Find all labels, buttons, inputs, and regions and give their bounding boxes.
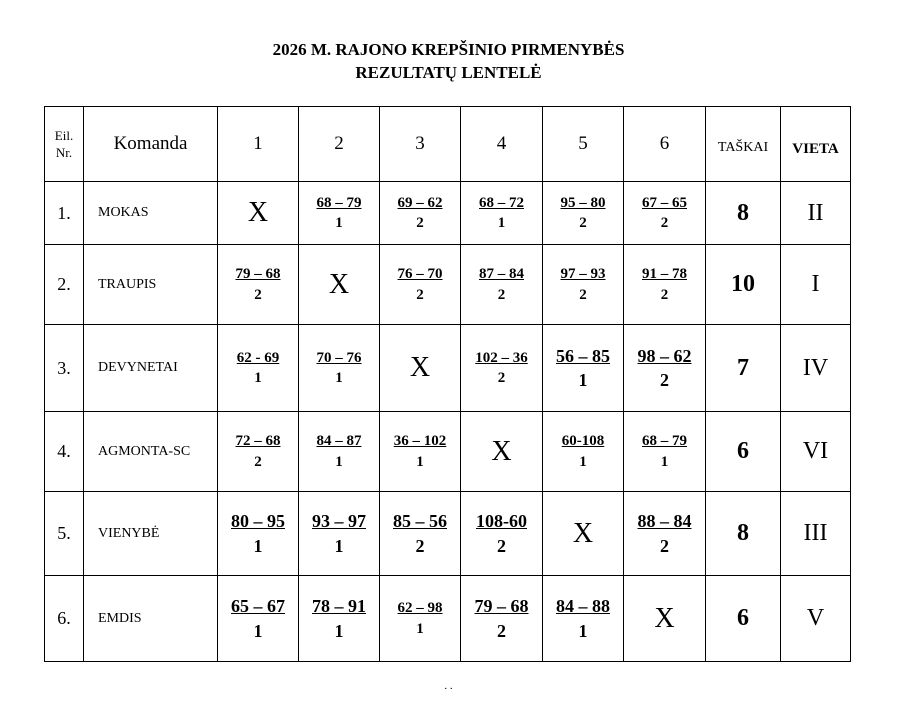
team-name: EMDIS — [84, 576, 218, 662]
match-score: 78 – 91 — [312, 596, 366, 617]
match-points: 1 — [334, 620, 344, 641]
match-score: 67 – 65 — [642, 194, 687, 211]
self-match-cell: X — [543, 492, 624, 576]
match-score: 79 – 68 — [235, 266, 281, 283]
total-points: 6 — [706, 412, 781, 492]
match-result-cell — [299, 182, 380, 245]
match-points: 2 — [254, 453, 262, 470]
title-line-2: REZULTATŲ LENTELĖ — [355, 63, 542, 82]
match-score: 72 – 68 — [235, 433, 281, 450]
match-score: 69 – 62 — [397, 194, 443, 211]
match-points: 1 — [334, 535, 344, 556]
match-points: 1 — [497, 215, 506, 231]
row-number: 2. — [45, 245, 84, 325]
match-result-cell — [461, 245, 543, 325]
match-result-cell — [543, 245, 624, 325]
match-score: 79 – 68 — [474, 596, 529, 617]
match-score: 108-60 — [476, 511, 527, 532]
match-result-cell — [543, 182, 624, 245]
match-result-cell — [380, 492, 461, 576]
header-col-5: 5 — [543, 107, 624, 182]
row-number: 4. — [45, 412, 84, 492]
row-number: 1. — [45, 182, 84, 245]
match-points: 2 — [497, 286, 506, 303]
match-points: 1 — [253, 620, 263, 641]
match-score: 68 – 79 — [642, 433, 687, 450]
match-result-cell — [218, 245, 299, 325]
total-points: 8 — [706, 492, 781, 576]
match-score: 56 – 85 — [556, 345, 610, 366]
header-points: TAŠKAI — [706, 107, 781, 182]
match-points: 2 — [660, 535, 669, 556]
match-result-cell — [461, 492, 543, 576]
match-result-cell — [299, 325, 380, 412]
match-points: 2 — [579, 215, 587, 231]
match-score: 88 – 84 — [637, 511, 692, 532]
total-points: 7 — [706, 325, 781, 412]
match-points: 1 — [416, 453, 424, 470]
match-result-cell — [380, 412, 461, 492]
header-col-4: 4 — [461, 107, 543, 182]
match-points: 1 — [335, 370, 343, 386]
team-name: MOKAS — [84, 182, 218, 245]
match-result-cell — [380, 182, 461, 245]
match-result-cell — [543, 576, 624, 662]
final-place: I — [781, 245, 851, 325]
match-score: 76 – 70 — [397, 266, 443, 283]
final-place: VI — [781, 412, 851, 492]
total-points: 10 — [706, 245, 781, 325]
match-points: 2 — [660, 286, 669, 303]
team-name: VIENYBĖ — [84, 492, 218, 576]
match-result-cell — [299, 492, 380, 576]
match-score: 70 – 76 — [316, 349, 362, 366]
team-row — [45, 245, 851, 325]
row-number: 5. — [45, 492, 84, 576]
match-score: 62 - 69 — [236, 349, 280, 366]
match-result-cell — [218, 576, 299, 662]
team-row — [45, 325, 851, 412]
title-line-1: 2026 M. RAJONO KREPŠINIO PIRMENYBĖS — [272, 40, 625, 59]
match-points: 1 — [660, 453, 669, 470]
match-score: 68 – 79 — [316, 194, 362, 211]
self-match-cell: X — [624, 576, 706, 662]
self-match-cell: X — [218, 182, 299, 245]
header-nr-line1: Eil. — [54, 128, 74, 143]
match-score: 93 – 97 — [312, 511, 366, 532]
match-score: 68 – 72 — [479, 194, 524, 211]
final-place: III — [781, 492, 851, 576]
match-points: 1 — [254, 370, 262, 386]
match-score: 97 – 93 — [560, 266, 606, 283]
header-team: Komanda — [84, 107, 218, 182]
team-row — [45, 576, 851, 662]
match-points: 2 — [660, 370, 669, 390]
match-score: 95 – 80 — [560, 194, 606, 211]
team-row — [45, 182, 851, 245]
match-points: 1 — [579, 453, 587, 470]
match-result-cell — [299, 412, 380, 492]
match-points: 2 — [497, 535, 506, 556]
match-score: 85 – 56 — [393, 511, 447, 532]
match-points: 2 — [497, 370, 506, 386]
match-points: 1 — [578, 370, 588, 390]
match-score: 84 – 88 — [556, 596, 610, 617]
header-col-2: 2 — [299, 107, 380, 182]
header-col-6: 6 — [624, 107, 706, 182]
match-result-cell — [299, 576, 380, 662]
match-result-cell — [543, 325, 624, 412]
total-points: 8 — [706, 182, 781, 245]
header-col-3: 3 — [380, 107, 461, 182]
final-place: II — [781, 182, 851, 245]
match-points: 1 — [335, 453, 343, 470]
match-points: 2 — [497, 620, 506, 641]
match-score: 80 – 95 — [231, 511, 285, 532]
match-result-cell — [218, 492, 299, 576]
match-points: 1 — [416, 620, 424, 637]
self-match-cell: X — [299, 245, 380, 325]
match-result-cell — [218, 412, 299, 492]
match-result-cell — [624, 182, 706, 245]
header-place: VIETA — [781, 107, 851, 182]
match-points: 1 — [335, 215, 343, 231]
team-name: DEVYNETAI — [84, 325, 218, 412]
match-score: 102 – 36 — [475, 349, 528, 366]
match-points: 1 — [253, 535, 263, 556]
header-nr — [45, 107, 84, 182]
final-place: V — [781, 576, 851, 662]
match-result-cell — [461, 182, 543, 245]
match-result-cell — [624, 325, 706, 412]
match-points: 1 — [578, 620, 588, 641]
match-result-cell — [380, 245, 461, 325]
results-table — [44, 106, 851, 662]
footer-dots: . . — [444, 680, 453, 692]
match-score: 65 – 67 — [231, 596, 285, 617]
total-points: 6 — [706, 576, 781, 662]
team-name: AGMONTA-SC — [84, 412, 218, 492]
match-points: 2 — [660, 215, 669, 231]
match-score: 91 – 78 — [642, 266, 687, 283]
match-result-cell — [543, 412, 624, 492]
match-result-cell — [461, 576, 543, 662]
match-points: 2 — [416, 215, 424, 231]
match-points: 2 — [415, 535, 425, 556]
row-number: 6. — [45, 576, 84, 662]
match-result-cell — [218, 325, 299, 412]
match-score: 87 – 84 — [479, 266, 524, 283]
match-points: 2 — [254, 286, 262, 303]
match-score: 60-108 — [561, 433, 605, 450]
header-row — [45, 107, 851, 182]
header-nr-line2: Nr. — [55, 145, 73, 160]
self-match-cell: X — [461, 412, 543, 492]
team-row — [45, 412, 851, 492]
match-result-cell — [624, 245, 706, 325]
header-col-1: 1 — [218, 107, 299, 182]
team-name: TRAUPIS — [84, 245, 218, 325]
match-score: 84 – 87 — [316, 433, 362, 450]
match-score: 36 – 102 — [393, 433, 447, 450]
match-result-cell — [461, 325, 543, 412]
row-number: 3. — [45, 325, 84, 412]
match-score: 98 – 62 — [637, 345, 692, 366]
match-result-cell — [624, 412, 706, 492]
match-result-cell — [624, 492, 706, 576]
final-place: IV — [781, 325, 851, 412]
match-points: 2 — [416, 286, 424, 303]
match-points: 2 — [579, 286, 587, 303]
match-result-cell — [380, 576, 461, 662]
match-score: 62 – 98 — [397, 600, 443, 617]
self-match-cell: X — [380, 325, 461, 412]
team-row — [45, 492, 851, 576]
